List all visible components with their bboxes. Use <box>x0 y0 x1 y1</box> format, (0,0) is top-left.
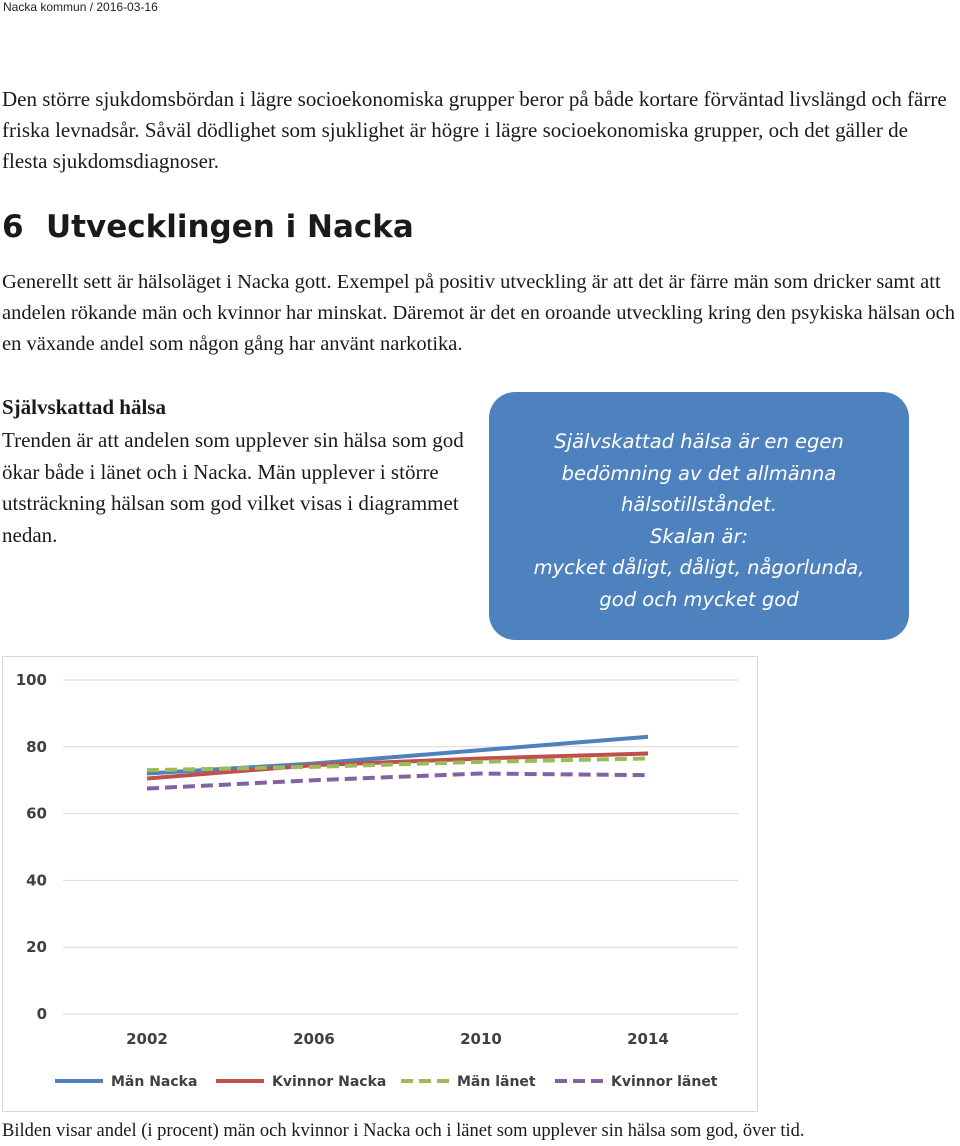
x-tick-label: 2006 <box>293 1030 335 1048</box>
figure-caption: Bilden visar andel (i procent) män och kvinnor i Nacka och i länet som upplever sin hälsa som god, över tid. <box>2 1121 805 1141</box>
legend-label: Kvinnor länet <box>611 1074 718 1090</box>
callout-line: mycket dåligt, dåligt, någorlunda, <box>533 556 865 579</box>
callout-line: Skalan är: <box>649 524 749 548</box>
x-tick-label: 2002 <box>126 1030 168 1048</box>
x-tick-label: 2010 <box>460 1030 502 1048</box>
callout-line: hälsotillståndet. <box>620 493 778 516</box>
callout-line: Självskattad hälsa är en egen <box>554 430 844 453</box>
subsection-title: Självskattad hälsa <box>2 395 166 419</box>
y-tick-label: 100 <box>15 671 47 689</box>
subsection-paragraph: Trenden är att andelen som upplever sin hälsa som god ökar både i länet och i Nacka. Män upplever i större utsträckning hälsan som god vilket visas i diagrammet nedan. <box>2 428 464 547</box>
series-line <box>147 774 648 789</box>
page-header: Nacka kommun / 2016-03-16 <box>3 0 158 14</box>
callout-line: bedömning av det allmänna <box>561 461 837 485</box>
section-number: 6 <box>2 209 24 245</box>
y-tick-label: 40 <box>26 871 47 890</box>
y-tick-label: 0 <box>36 1005 47 1023</box>
legend-label: Kvinnor Nacka <box>272 1074 387 1090</box>
y-tick-label: 60 <box>26 804 47 823</box>
x-tick-label: 2014 <box>627 1030 669 1048</box>
section-heading <box>2 209 414 245</box>
y-tick-label: 20 <box>26 938 47 957</box>
callout-line: god och mycket god <box>599 587 799 611</box>
line-chart <box>2 656 758 1112</box>
intro-paragraph: Den större sjukdomsbördan i lägre socioekonomiska grupper beror på både kortare förväntad livslängd och färre friska levnadsår. Såväl dödlighet som sjuklighet är högre i lägre socioekonomiska grupper, och det gäller de flesta sjukdomsdiagnoser. <box>2 87 947 173</box>
section-paragraph: Generellt sett är hälsoläget i Nacka gott. Exempel på positiv utveckling är att det är färre män som dricker samt att andelen rökande män och kvinnor har minskat. Däremot är det en oroande utveckling kring den psykiska hälsan och en växande andel som någon gång har använt narkotika. <box>2 271 955 355</box>
chart-svg <box>3 657 757 1111</box>
legend-label: Män länet <box>457 1074 536 1090</box>
y-tick-label: 80 <box>26 737 47 756</box>
legend-label: Män Nacka <box>111 1074 198 1090</box>
section-title: Utvecklingen i Nacka <box>46 209 414 245</box>
info-callout-box <box>489 392 909 640</box>
